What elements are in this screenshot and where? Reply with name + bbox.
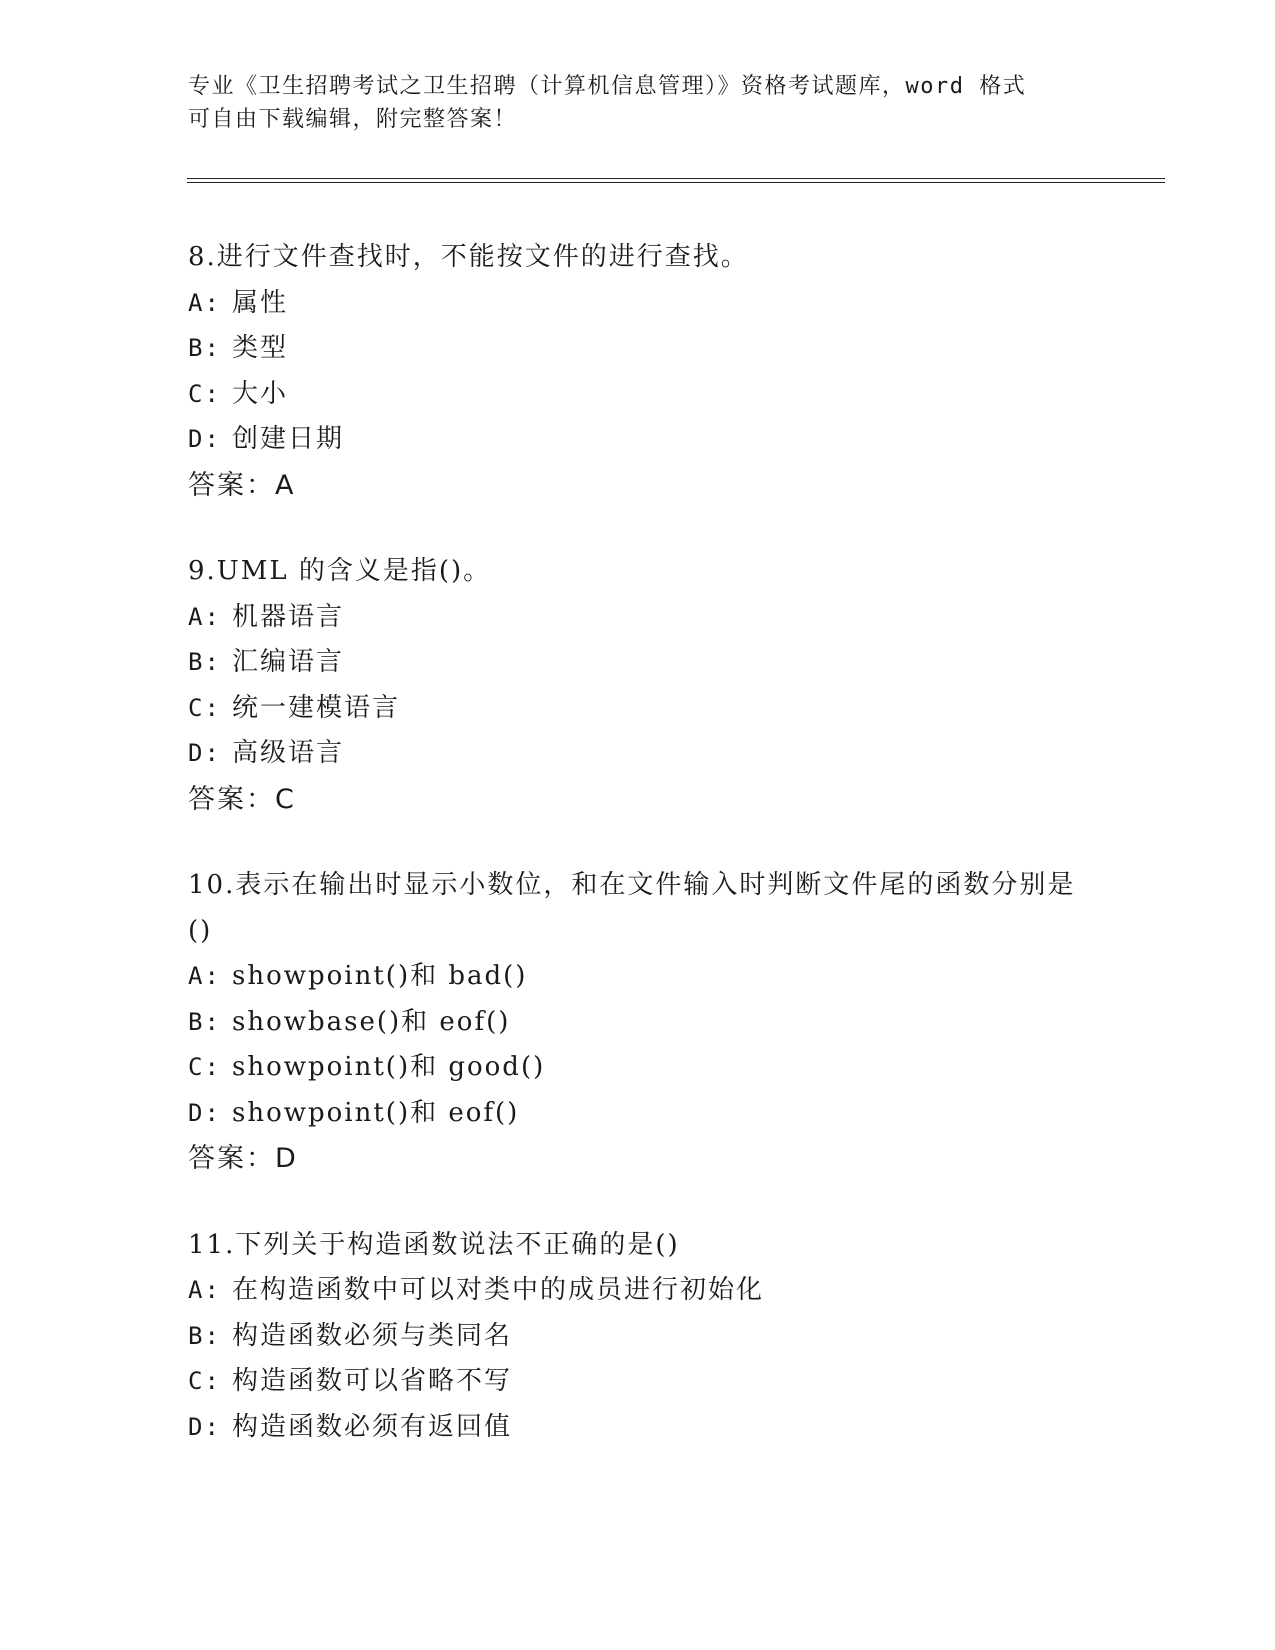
option-text: 属性 bbox=[232, 287, 289, 318]
option-row bbox=[188, 595, 1088, 641]
option-row bbox=[188, 281, 1088, 327]
option-row bbox=[188, 640, 1088, 686]
question-text: 9.UML 的含义是指()。 bbox=[188, 556, 492, 586]
option-row bbox=[188, 417, 1088, 463]
option-row bbox=[188, 731, 1088, 777]
option-text: 机器语言 bbox=[232, 601, 345, 632]
option-letter: D: bbox=[188, 425, 221, 453]
option-letter: B: bbox=[188, 1007, 221, 1036]
option-text: 构造函数可以省略不写 bbox=[232, 1366, 513, 1396]
question-text: 8.进行文件查找时，不能按文件的进行查找。 bbox=[188, 242, 749, 272]
header-line-2: 可自由下载编辑，附完整答案！ bbox=[188, 107, 518, 132]
answer-text: 答案：A bbox=[188, 469, 296, 501]
option-letter: C: bbox=[188, 1367, 221, 1395]
option-text: showbase()和 eof() bbox=[232, 1006, 511, 1037]
option-letter: C: bbox=[188, 379, 221, 408]
option-text: 类型 bbox=[232, 333, 289, 363]
option-text: 大小 bbox=[232, 378, 289, 409]
option-letter: D: bbox=[188, 739, 221, 767]
answer-text: 答案：D bbox=[188, 1143, 298, 1174]
option-text: 构造函数必须有返回值 bbox=[232, 1411, 513, 1442]
option-text: 在构造函数中可以对类中的成员进行初始化 bbox=[232, 1275, 765, 1305]
header-line-1: 专业《卫生招聘考试之卫生招聘（计算机信息管理）》资格考试题库，word 格式 bbox=[188, 74, 1027, 99]
option-row bbox=[188, 686, 1088, 732]
option-text: 高级语言 bbox=[232, 738, 345, 768]
header-divider-bottom bbox=[187, 182, 1165, 183]
option-text: showpoint()和 bad() bbox=[232, 961, 528, 991]
answer-text: 答案：C bbox=[188, 783, 296, 815]
option-letter: D: bbox=[188, 1098, 221, 1127]
question-block bbox=[188, 235, 1088, 508]
option-row bbox=[188, 1000, 1088, 1046]
option-row bbox=[188, 1091, 1088, 1137]
option-letter: D: bbox=[188, 1412, 221, 1441]
question-block bbox=[188, 863, 1088, 1182]
option-row bbox=[188, 1268, 1088, 1314]
document-header bbox=[188, 70, 1068, 136]
option-row bbox=[188, 1405, 1088, 1451]
header-divider-top bbox=[187, 178, 1165, 179]
option-letter: A: bbox=[188, 288, 221, 317]
option-letter: A: bbox=[188, 602, 221, 631]
option-text: 构造函数必须与类同名 bbox=[232, 1320, 513, 1351]
option-row bbox=[188, 954, 1088, 1000]
option-letter: B: bbox=[188, 334, 221, 362]
option-row bbox=[188, 372, 1088, 418]
option-row bbox=[188, 1045, 1088, 1091]
question-block bbox=[188, 1223, 1088, 1451]
question-text: 11.下列关于构造函数说法不正确的是() bbox=[188, 1229, 680, 1260]
option-letter: A: bbox=[188, 1276, 221, 1304]
question-list bbox=[188, 235, 1088, 1491]
option-row bbox=[188, 326, 1088, 372]
option-letter: C: bbox=[188, 1053, 221, 1081]
option-text: 汇编语言 bbox=[232, 647, 345, 677]
question-text: 10.表示在输出时显示小数位，和在文件输入时判断文件尾的函数分别是() bbox=[188, 870, 1076, 946]
option-letter: B: bbox=[188, 1321, 221, 1350]
option-text: showpoint()和 good() bbox=[232, 1052, 546, 1082]
option-letter: C: bbox=[188, 693, 221, 722]
option-letter: B: bbox=[188, 648, 221, 676]
question-block bbox=[188, 549, 1088, 822]
option-text: showpoint()和 eof() bbox=[232, 1097, 520, 1128]
option-letter: A: bbox=[188, 962, 221, 990]
option-text: 统一建模语言 bbox=[232, 692, 401, 723]
option-row bbox=[188, 1359, 1088, 1405]
option-row bbox=[188, 1314, 1088, 1360]
option-text: 创建日期 bbox=[232, 424, 345, 454]
